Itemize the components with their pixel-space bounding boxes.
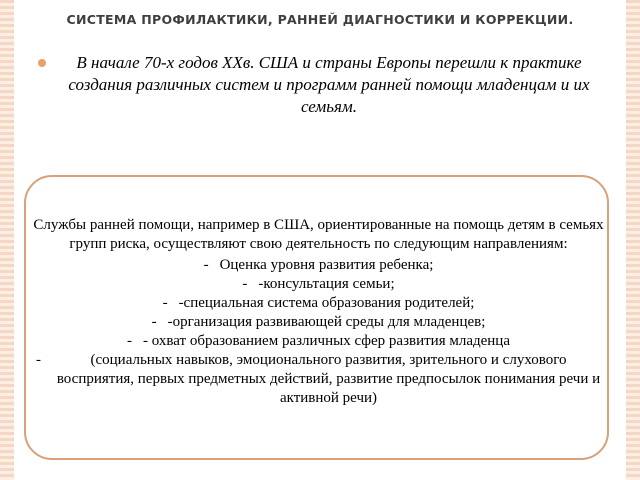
dash-bullet-icon: - [203,257,209,273]
dash-bullet-icon: - [162,295,168,311]
services-box-content [32,216,605,408]
list-item-text: -организация развивающей среды для младенцев; [167,314,486,330]
list-item [32,313,605,332]
list-item [32,351,605,408]
dash-bullet-icon: - [36,352,41,368]
list-item [32,332,605,351]
list-item-text: -специальная система образования родителей; [178,295,475,311]
slide-title: СИСТЕМА ПРОФИЛАКТИКИ, РАННЕЙ ДИАГНОСТИКИ И КОРРЕКЦИИ. [66,12,574,27]
services-box [24,175,609,460]
bullet-dot-icon [38,59,46,67]
list-item-text: Оценка уровня развития ребенка; [219,257,434,273]
dash-bullet-icon: - [242,276,248,292]
list-item [32,294,605,313]
intro-bullet-text: В начале 70-х годов XXв. США и страны Европы перешли к практике создания различных систем и программ ранней помощи младенцам и их семьям. [68,53,590,116]
list-item-text: (социальных навыков, эмоционального развития, зрительного и слухового восприятия, первых предметных действий, развитие предпосылок понимания речи и активной речи) [56,352,601,406]
dash-bullet-icon: - [151,314,157,330]
list-item-text: -консультация семьи; [258,276,395,292]
list-item [32,256,605,275]
services-intro: Службы ранней помощи, например в США, ориентированные на помощь детям в семьях групп риска, осуществляют свою деятельность по следующим направлениям: [33,217,604,252]
decorative-border-left [0,0,14,480]
list-item [32,275,605,294]
intro-bullet [38,52,600,118]
list-item-text: - охват образованием различных сфер развития младенца [143,333,510,349]
dash-bullet-icon: - [127,333,132,349]
decorative-border-right [626,0,640,480]
